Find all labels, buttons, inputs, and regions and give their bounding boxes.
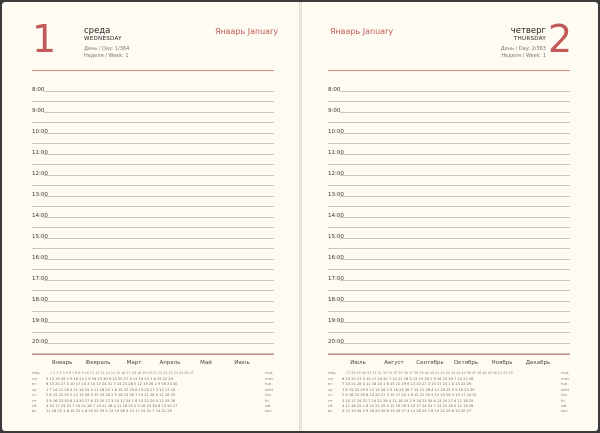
hour-line[interactable] — [44, 91, 274, 92]
day-of-year: День / Day: 1/364 — [84, 46, 130, 52]
footer-divider — [32, 354, 274, 355]
half-hour-line[interactable] — [328, 269, 570, 270]
weekday-label-en: sun — [265, 408, 272, 414]
hour-label: 9:00 — [32, 108, 45, 114]
weekday-label: чт — [32, 392, 37, 398]
half-hour-line[interactable] — [32, 101, 274, 102]
weekday-label-en: tue — [561, 381, 568, 387]
mini-month-1: Январь — [51, 360, 73, 366]
half-hour-line[interactable] — [32, 332, 274, 333]
footer-divider — [328, 354, 570, 355]
weekday-label: вс — [32, 408, 37, 414]
mini-month-6: Июнь — [234, 360, 250, 366]
hour-label: 13:00 — [32, 192, 48, 198]
hour-line[interactable] — [44, 301, 274, 302]
weekday-label-en: thu — [265, 392, 272, 398]
hour-label: 11:00 — [328, 150, 344, 156]
hour-label: 10:00 — [328, 129, 344, 135]
month-ru: Январь — [330, 27, 361, 36]
hour-line[interactable] — [44, 343, 274, 344]
half-hour-line[interactable] — [328, 122, 570, 123]
day-number: 1 — [32, 17, 57, 61]
hour-line[interactable] — [340, 133, 570, 134]
week-label: нед. — [328, 370, 337, 375]
half-hour-line[interactable] — [328, 332, 570, 333]
hour-label: 18:00 — [328, 297, 344, 303]
half-hour-line[interactable] — [32, 311, 274, 312]
hour-line[interactable] — [340, 112, 570, 113]
weekday-label: ср — [32, 386, 37, 392]
hour-line[interactable] — [44, 259, 274, 260]
hour-label: 13:00 — [328, 192, 344, 198]
hour-line[interactable] — [340, 217, 570, 218]
weekday-label: вс — [328, 408, 333, 414]
hour-line[interactable] — [44, 238, 274, 239]
day-name-ru: четверг — [510, 26, 546, 36]
hour-label: 16:00 — [328, 255, 344, 261]
week-numbers-row: 27 28 29 30 31 31 32 33 34 35 35 36 37 38 39 40 40 41 42 43 44 44 45 46 47 48 48 49 50 51 52 53 — [346, 371, 513, 375]
weekday-label: пн — [328, 376, 333, 381]
weekday-label: ср — [328, 386, 333, 392]
mini-calendar-row: 11 18 25 1 8 15 22 1 8 15 22 29 5 12 19 26 3 10 17 24 31 7 14 21 28 — [46, 409, 172, 414]
hour-line[interactable] — [44, 133, 274, 134]
hour-line[interactable] — [340, 280, 570, 281]
half-hour-line[interactable] — [328, 143, 570, 144]
mini-month-3: Март — [126, 360, 142, 366]
hour-label: 15:00 — [328, 234, 344, 240]
hour-line[interactable] — [44, 175, 274, 176]
mini-calendar-row: 5 12 19 26 2 9 16 23 30 6 13 20 27 4 11 18 25 1 8 15 22 29 6 13 20 27 — [342, 409, 472, 414]
mini-calendar-row: 5 12 19 26 2 9 16 23 2 9 16 23 30 6 13 20 27 4 11 18 25 1 8 15 22 29 — [46, 377, 173, 381]
day-name-en: THURSDAY — [513, 36, 546, 42]
weekday-label-en: sat — [561, 403, 567, 408]
hour-line[interactable] — [44, 154, 274, 155]
month-ru: Январь — [215, 27, 246, 36]
hour-line[interactable] — [340, 196, 570, 197]
week-label-right: нед. — [265, 370, 274, 375]
half-hour-line[interactable] — [32, 143, 274, 144]
half-hour-line[interactable] — [328, 185, 570, 186]
weekday-label-en: mon — [265, 376, 274, 381]
half-hour-line[interactable] — [32, 206, 274, 207]
hour-label: 20:00 — [328, 339, 344, 345]
right-page — [302, 2, 598, 431]
half-hour-line[interactable] — [328, 248, 570, 249]
weekday-label: вт — [328, 381, 333, 387]
hour-line[interactable] — [44, 217, 274, 218]
weekday-label-en: mon — [561, 376, 570, 381]
mini-calendar-row: 7 14 21 28 4 11 18 25 1 8 15 22 29 6 13 20 27 3 10 17 24 1 8 15 22 29 — [342, 382, 472, 387]
hour-line[interactable] — [340, 322, 570, 323]
mini-month-12: Декабрь — [525, 360, 551, 366]
hour-line[interactable] — [340, 343, 570, 344]
mini-calendar-row: 6 13 20 27 3 10 17 24 3 10 17 24 31 7 14 21 28 5 12 19 26 2 9 16 23 30 — [46, 382, 178, 387]
mini-calendar-row: 4 11 18 25 1 8 15 22 29 5 12 19 26 3 10 17 24 31 7 14 21 28 5 12 19 26 — [342, 404, 474, 408]
weekday-label: сб — [328, 403, 333, 408]
hour-line[interactable] — [44, 322, 274, 323]
mini-calendar-row: 1 8 15 22 29 5 12 19 26 2 9 16 23 30 7 14 21 28 4 11 18 25 2 9 16 23 30 — [342, 387, 475, 392]
hour-line[interactable] — [340, 91, 570, 92]
hour-label: 9:00 — [328, 108, 341, 114]
weekday-label-en: wed — [265, 386, 273, 392]
weekday-label: вт — [32, 381, 37, 387]
mini-calendar-row: 2 8 15 22 29 5 12 19 26 5 12 19 26 2 9 16 23 30 7 14 21 28 4 11 18 25 — [46, 393, 176, 398]
hour-label: 12:00 — [328, 171, 344, 177]
half-hour-line[interactable] — [32, 290, 274, 291]
hour-label: 14:00 — [328, 213, 344, 219]
hour-label: 20:00 — [32, 339, 48, 345]
half-hour-line[interactable] — [32, 227, 274, 228]
half-hour-line[interactable] — [328, 101, 570, 102]
mini-calendar-row: 2 9 16 23 30 6 13 20 27 3 10 17 24 1 8 15 22 29 5 12 19 26 3 10 17 24 31 — [342, 393, 477, 398]
day-name-ru: среда — [84, 26, 111, 36]
weekday-label-en: sat — [265, 403, 271, 408]
mini-month-11: Ноябрь — [491, 360, 513, 366]
hour-line[interactable] — [44, 280, 274, 281]
hour-label: 17:00 — [32, 276, 48, 282]
day-of-year: День / Day: 2/363 — [500, 46, 546, 52]
hour-line[interactable] — [340, 154, 570, 155]
day-name-en: WEDNESDAY — [84, 36, 122, 42]
weekday-label-en: fri — [561, 397, 565, 403]
weekday-label-en: thu — [561, 392, 568, 398]
month-label — [330, 27, 393, 36]
hour-label: 8:00 — [328, 87, 341, 93]
hour-label: 8:00 — [32, 87, 45, 93]
half-hour-line[interactable] — [328, 206, 570, 207]
hour-label: 10:00 — [32, 129, 48, 135]
hour-label: 19:00 — [32, 318, 48, 324]
mini-calendar-row: 4 10 17 24 31 7 14 21 28 7 14 21 28 4 11 18 25 2 9 16 23 30 6 13 20 27 — [46, 404, 178, 408]
week-number: Неделя / Week: 1 — [84, 53, 129, 59]
mini-month-5: Май — [200, 360, 212, 366]
half-hour-line[interactable] — [32, 248, 274, 249]
hour-line[interactable] — [44, 112, 274, 113]
week-numbers-row: 1 2 3 4 5 5 6 7 8 9 9 10 11 12 13 14 14 15 16 17 18 18 19 20 21 22 22 23 24 25 26 27 — [50, 371, 194, 375]
mini-month-7: Июль — [350, 360, 366, 366]
hour-line[interactable] — [44, 196, 274, 197]
week-label-right: нед. — [561, 370, 570, 375]
half-hour-line[interactable] — [328, 227, 570, 228]
hour-line[interactable] — [340, 301, 570, 302]
hour-line[interactable] — [340, 259, 570, 260]
mini-month-2: Февраль — [85, 360, 111, 366]
left-page — [2, 2, 298, 431]
day-number: 2 — [548, 17, 573, 61]
week-number: Неделя / Week: 1 — [501, 53, 546, 59]
half-hour-line[interactable] — [32, 185, 274, 186]
weekday-label-en: wed — [561, 386, 569, 392]
hour-label: 15:00 — [32, 234, 48, 240]
weekday-label: сб — [32, 403, 37, 408]
mini-month-10: Октябрь — [453, 360, 479, 366]
week-label: нед. — [32, 370, 41, 375]
half-hour-line[interactable] — [328, 290, 570, 291]
header-divider — [32, 70, 274, 71]
hour-line[interactable] — [340, 175, 570, 176]
hour-label: 17:00 — [328, 276, 344, 282]
month-label — [215, 27, 278, 36]
mini-month-9: Сентябрь — [416, 360, 444, 366]
mini-month-4: Апрель — [159, 360, 181, 366]
half-hour-line[interactable] — [32, 164, 274, 165]
weekday-label: пн — [32, 376, 37, 381]
mini-calendar-row: 1 7 14 21 28 4 11 18 25 4 11 18 25 1 8 15 22 29 6 13 20 27 3 10 17 24 — [46, 387, 176, 392]
weekday-label-en: tue — [265, 381, 272, 387]
weekday-label: пт — [32, 397, 37, 403]
weekday-label: чт — [328, 392, 333, 398]
hour-label: 19:00 — [328, 318, 344, 324]
hour-label: 14:00 — [32, 213, 48, 219]
half-hour-line[interactable] — [32, 122, 274, 123]
diary-spread — [2, 2, 598, 431]
hour-label: 16:00 — [32, 255, 48, 261]
hour-line[interactable] — [340, 238, 570, 239]
mini-calendar-row: 3 9 16 23 30 6 13 20 27 6 13 20 27 3 10 17 24 1 8 15 22 29 5 12 19 26 — [46, 398, 176, 403]
mini-calendar-row: 6 13 20 27 3 10 17 24 31 7 14 21 28 5 12 19 26 2 9 16 23 30 7 14 21 28 — [342, 377, 474, 381]
half-hour-line[interactable] — [328, 311, 570, 312]
half-hour-line[interactable] — [32, 269, 274, 270]
hour-label: 11:00 — [32, 150, 48, 156]
half-hour-line[interactable] — [328, 164, 570, 165]
month-en: January — [247, 27, 279, 36]
weekday-label: пт — [328, 397, 333, 403]
header-divider — [328, 70, 570, 71]
weekday-label-en: fri — [265, 397, 269, 403]
mini-calendar-row: 3 10 17 24 31 7 14 21 28 4 11 18 25 2 9 16 23 30 6 13 20 27 4 11 18 25 — [342, 398, 474, 403]
month-en: January — [362, 27, 394, 36]
hour-label: 12:00 — [32, 171, 48, 177]
mini-month-8: Август — [384, 360, 404, 366]
hour-label: 18:00 — [32, 297, 48, 303]
weekday-label-en: sun — [561, 408, 568, 414]
